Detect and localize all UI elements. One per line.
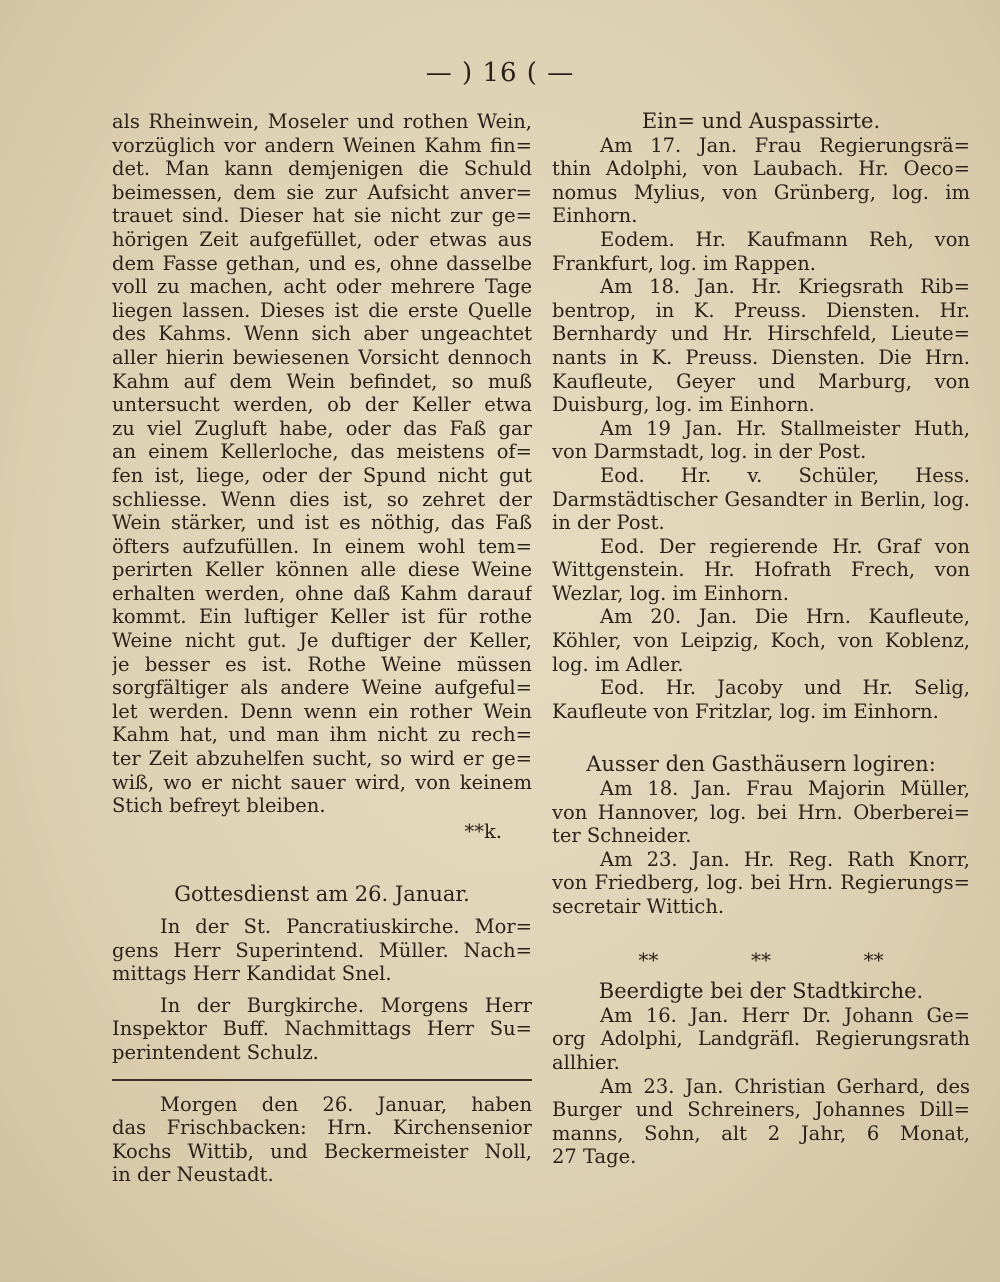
text-line: manns, Sohn, alt 2 Jahr, 6 Monat,	[552, 1121, 970, 1145]
text-line: Köhler, von Leipzig, Koch, von Koblenz,	[552, 629, 970, 653]
text-line: Eod. Der regierende Hr. Graf von	[600, 534, 970, 558]
text-line: fen ist, liege, oder der Spund nicht gut	[112, 463, 532, 487]
text-line: vorzüglich vor andern Weinen Kahm fin=	[112, 133, 532, 157]
text-line: Kahm hat, und man ihm nicht zu rech=	[112, 723, 532, 747]
article-signature: **k.	[464, 819, 502, 843]
text-line: log. im Adler.	[552, 652, 684, 676]
text-line: trauet sind. Dieser hat sie nicht zur ge=	[112, 204, 532, 228]
text-line: voll zu machen, acht oder mehrere Tage	[112, 275, 532, 299]
text-line: von Hannover, log. bei Hrn. Oberberei=	[552, 800, 970, 824]
text-line: von Darmstadt, log. in der Post.	[552, 440, 867, 464]
arrival-entry	[552, 417, 970, 464]
text-line: In der St. Pancratiuskirche. Mor=	[160, 915, 532, 938]
text-line: bentrop, in K. Preuss. Diensten. Hr.	[552, 298, 970, 322]
text-line: perintendent Schulz.	[112, 1040, 319, 1064]
text-line: thin Adolphi, von Laubach. Hr. Oeco=	[552, 157, 970, 181]
text-line: det. Man kann demjenigen die Schuld	[112, 157, 532, 181]
asterism: **	[750, 947, 771, 972]
text-line: Am 20. Jan. Die Hrn. Kaufleute,	[600, 605, 970, 629]
text-line: je besser es ist. Rothe Weine müssen	[112, 652, 532, 676]
right-column	[552, 110, 970, 1169]
arrival-entry	[552, 464, 970, 535]
text-line: Am 17. Jan. Frau Regierungsrä=	[600, 133, 970, 157]
arrivals-list	[552, 134, 970, 724]
text-line: let werden. Denn wenn ein rother Wein	[112, 699, 532, 723]
text-line: allhier.	[552, 1050, 620, 1074]
text-line: nants in K. Preuss. Diensten. Die Hrn.	[552, 345, 970, 369]
text-line: Am 23. Jan. Christian Gerhard, des	[600, 1074, 970, 1098]
text-line: liegen lassen. Dieses ist die erste Quelle	[112, 298, 532, 322]
text-line: Stich befreyt bleiben.	[112, 794, 326, 818]
text-line: beimessen, dem sie zur Aufsicht anver=	[112, 180, 532, 204]
text-line: Eod. Hr. v. Schüler, Hess.	[600, 463, 970, 487]
wine-article-paragraph	[112, 110, 532, 818]
text-line: aller hierin bewiesenen Vorsicht dennoch	[112, 345, 532, 369]
text-line: Am 19 Jan. Hr. Stallmeister Huth,	[600, 416, 970, 440]
text-line: Am 18. Jan. Frau Majorin Müller,	[600, 777, 970, 801]
text-line: Kochs Wittib, und Beckermeister Noll,	[112, 1139, 532, 1163]
text-line: secretair Wittich.	[552, 895, 725, 918]
service-burgkirche-paragraph	[112, 994, 532, 1065]
text-line: Weine nicht gut. Je duftiger der Keller,	[112, 629, 532, 653]
text-line: Kahm auf dem Wein befindet, so muß	[112, 369, 532, 393]
text-line: wiß, wo er nicht sauer wird, von keinem	[112, 770, 532, 794]
text-line: mittags Herr Kandidat Snel.	[112, 962, 392, 986]
text-line: Einhorn.	[552, 204, 638, 228]
text-line: dem Fasse gethan, und es, ohne dasselbe	[112, 251, 532, 275]
arrival-entry	[552, 134, 970, 228]
text-line: in der Post.	[552, 511, 665, 535]
text-line: als Rheinwein, Moseler und rothen Wein,	[112, 110, 532, 133]
church-service-heading: Gottesdienst am 26. Januar.	[174, 882, 470, 907]
text-line: org Adolphi, Landgräfl. Regierungsrath	[552, 1027, 970, 1051]
arrival-entry	[552, 676, 970, 723]
text-line: sorgfältiger als andere Weine aufgeful=	[112, 676, 532, 700]
text-line: hörigen Zeit aufgefüllet, oder etwas aus	[112, 227, 532, 251]
text-line: Darmstädtischer Gesandter in Berlin, log.	[552, 487, 970, 511]
text-line: an einem Kellerloche, das meistens of=	[112, 440, 532, 464]
text-line: das Frischbacken: Hrn. Kirchensenior	[112, 1116, 532, 1140]
text-line: Am 16. Jan. Herr Dr. Johann Ge=	[600, 1003, 970, 1027]
section-divider	[112, 1079, 532, 1081]
text-line: kommt. Ein luftiger Keller ist für rothe	[112, 605, 532, 629]
text-line: des Kahms. Wenn sich aber ungeachtet	[112, 322, 532, 346]
text-line: Burger und Schreiners, Johannes Dill=	[552, 1098, 970, 1122]
burial-entry	[552, 1004, 970, 1075]
arrival-entry	[552, 535, 970, 606]
asterism: **	[863, 947, 884, 972]
arrival-entry	[552, 275, 970, 417]
arrivals-heading: Ein= und Auspassirte.	[641, 109, 881, 133]
text-line: Am 18. Jan. Hr. Kriegsrath Rib=	[600, 275, 970, 299]
service-pancratius-paragraph	[112, 915, 532, 986]
text-line: untersucht werden, ob der Keller etwa	[112, 393, 532, 417]
text-line: Wezlar, log. im Einhorn.	[552, 581, 789, 605]
text-line: Wittgenstein. Hr. Hofrath Frech, von	[552, 558, 970, 582]
lodging-entry	[552, 848, 970, 919]
text-line: In der Burgkirche. Morgens Herr	[160, 993, 532, 1017]
text-line: nomus Mylius, von Grünberg, log. im	[552, 180, 970, 204]
text-line: 27 Tage.	[552, 1145, 637, 1169]
page-number: — ) 16 ( —	[425, 58, 575, 88]
text-line: Eod. Hr. Jacoby und Hr. Selig,	[600, 676, 970, 700]
text-line: ter Zeit abzuhelfen sucht, so wird er ge=	[112, 747, 532, 771]
text-line: Frankfurt, log. im Rappen.	[552, 251, 816, 275]
text-line: öfters aufzufüllen. In einem wohl tem=	[112, 534, 532, 558]
burials-heading: Beerdigte bei der Stadtkirche.	[598, 979, 924, 1004]
burials-list	[552, 1004, 970, 1169]
text-line: Kaufleute von Fritzlar, log. im Einhorn.	[552, 699, 939, 723]
text-line: Am 23. Jan. Hr. Reg. Rath Knorr,	[600, 847, 970, 871]
text-line: Kaufleute, Geyer und Marburg, von	[552, 369, 970, 393]
text-line: in der Neustadt.	[112, 1163, 274, 1187]
arrival-entry	[552, 228, 970, 275]
lodging-heading: Ausser den Gasthäusern logiren:	[586, 752, 936, 777]
text-line: Morgen den 26. Januar, haben	[160, 1092, 532, 1116]
text-line: Bernhardy und Hr. Hirschfeld, Lieute=	[552, 322, 970, 346]
text-line: gens Herr Superintend. Müller. Nach=	[112, 938, 532, 962]
lodging-entry	[552, 777, 970, 848]
arrival-entry	[552, 605, 970, 676]
lodging-list	[552, 777, 970, 919]
burial-entry	[552, 1075, 970, 1169]
text-line: ter Schneider.	[552, 824, 692, 848]
text-line: zu viel Zugluft habe, oder das Faß gar	[112, 416, 532, 440]
text-line: schliesse. Wenn dies ist, so zehret der	[112, 487, 532, 511]
left-column	[112, 110, 532, 1187]
bakery-notice-paragraph	[112, 1093, 532, 1187]
text-line: perirten Keller können alle diese Weine	[112, 558, 532, 582]
text-line: Inspektor Buff. Nachmittags Herr Su=	[112, 1017, 532, 1041]
text-line: von Friedberg, log. bei Hrn. Regierungs=	[552, 871, 970, 895]
text-line: Duisburg, log. im Einhorn.	[552, 393, 815, 417]
text-line: Eodem. Hr. Kaufmann Reh, von	[600, 227, 970, 251]
asterism: **	[638, 947, 659, 972]
text-line: Wein stärker, und ist es nöthig, das Faß	[112, 511, 532, 535]
section-stars	[552, 949, 970, 973]
text-line: erhalten werden, ohne daß Kahm darauf	[112, 581, 532, 605]
